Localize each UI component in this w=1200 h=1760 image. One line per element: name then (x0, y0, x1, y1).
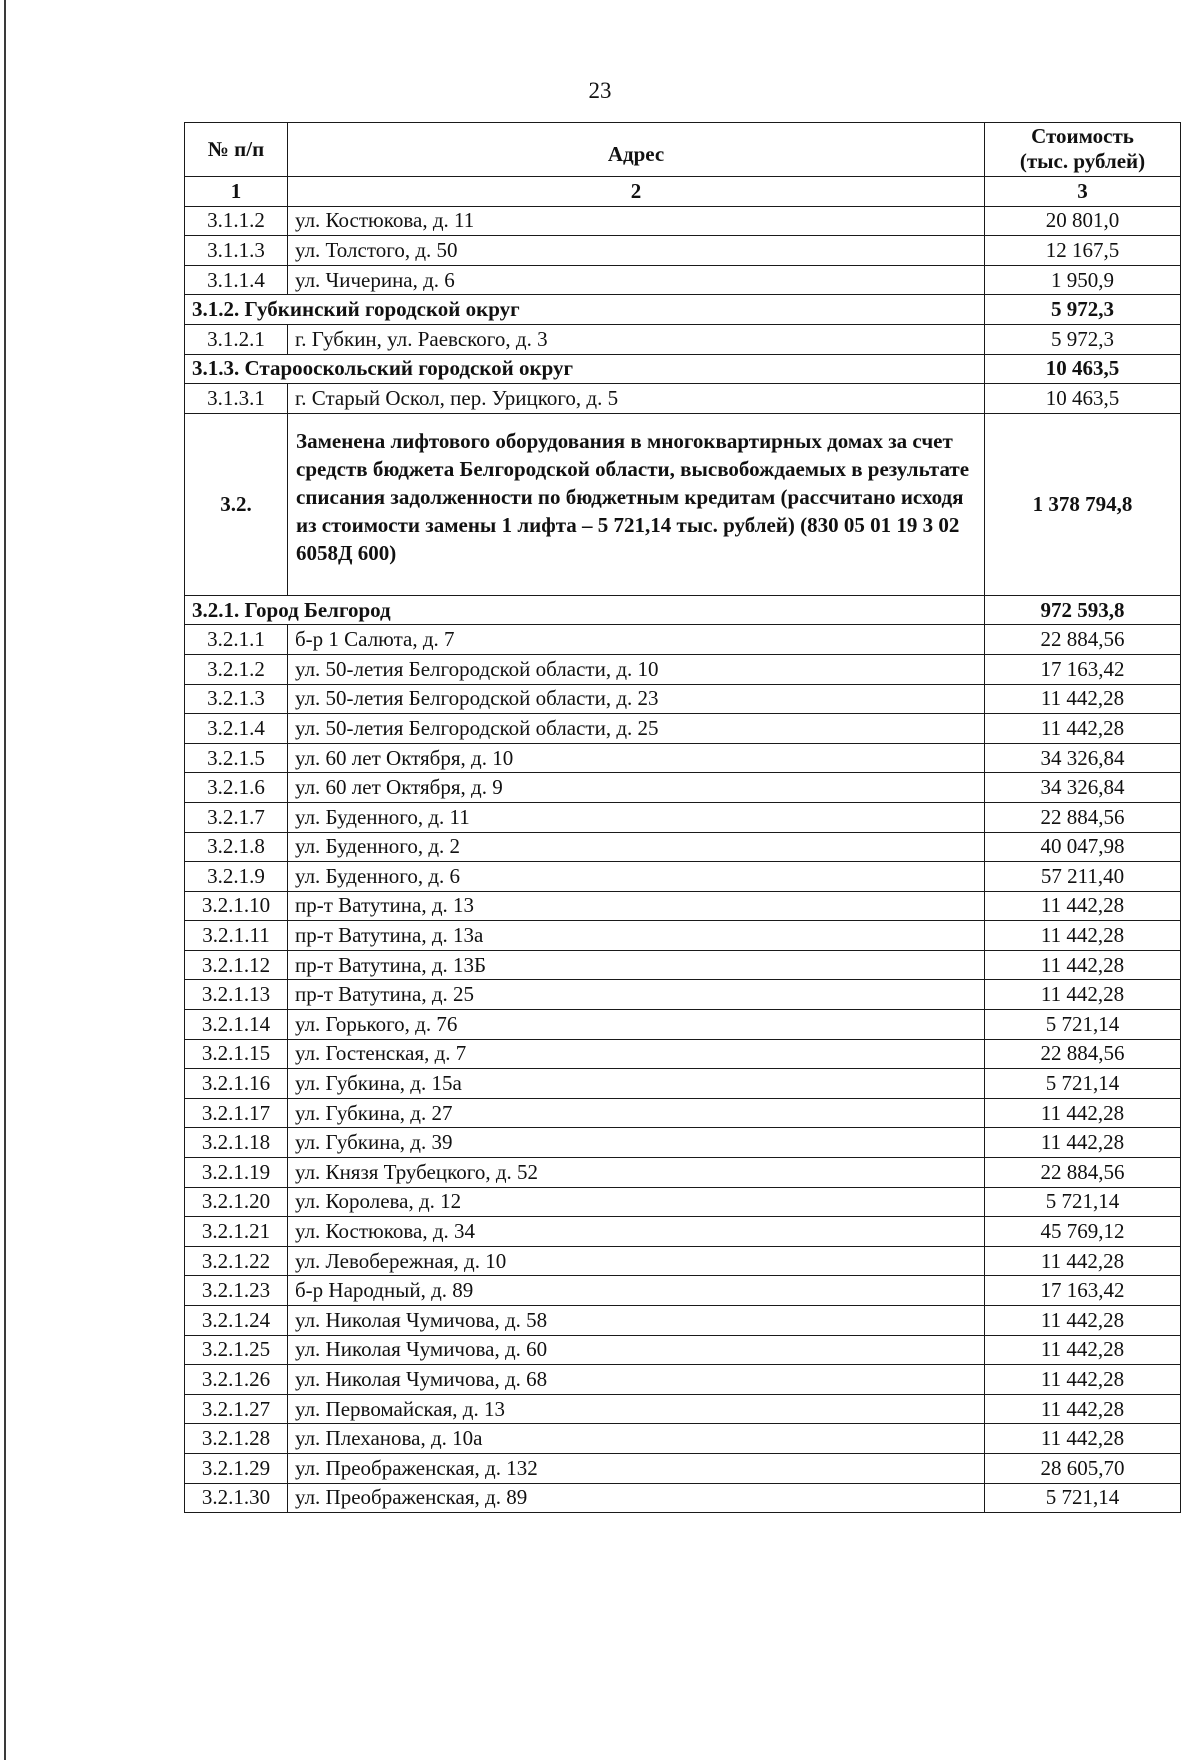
row-cost: 5 721,14 (985, 1010, 1181, 1040)
row-number: 3.2.1.24 (185, 1306, 288, 1336)
group-label: 3.2.1. Город Белгород (185, 595, 985, 625)
row-cost: 5 972,3 (985, 324, 1181, 354)
row-address: ул. Костюкова, д. 34 (288, 1217, 985, 1247)
column-number-row (185, 177, 1181, 207)
page-number: 23 (588, 78, 612, 103)
row-address: ул. Буденного, д. 6 (288, 862, 985, 892)
row-address: б-р Народный, д. 89 (288, 1276, 985, 1306)
table-row (185, 980, 1181, 1010)
row-cost: 57 211,40 (985, 862, 1181, 892)
group-label: 3.1.2. Губкинский городской округ (185, 295, 985, 325)
row-cost: 5 721,14 (985, 1069, 1181, 1099)
group-cost: 5 972,3 (985, 295, 1181, 325)
header-cost (985, 123, 1181, 177)
table-row (185, 1276, 1181, 1306)
table-row (185, 921, 1181, 951)
row-number: 3.2.1.1 (185, 625, 288, 655)
row-number: 3.1.1.4 (185, 265, 288, 295)
row-cost: 5 721,14 (985, 1483, 1181, 1513)
row-cost: 22 884,56 (985, 1158, 1181, 1188)
row-number: 3.2.1.28 (185, 1424, 288, 1454)
row-number: 3.2.1.26 (185, 1365, 288, 1395)
section-row (185, 413, 1181, 595)
row-cost: 11 442,28 (985, 1424, 1181, 1454)
row-address: ул. Толстого, д. 50 (288, 236, 985, 266)
table-body (185, 206, 1181, 1513)
row-cost: 34 326,84 (985, 773, 1181, 803)
row-address: ул. Плеханова, д. 10а (288, 1424, 985, 1454)
table-row (185, 684, 1181, 714)
table-row (185, 654, 1181, 684)
row-number: 3.1.1.2 (185, 206, 288, 236)
row-number: 3.2.1.20 (185, 1187, 288, 1217)
row-number: 3.2.1.25 (185, 1335, 288, 1365)
table-row (185, 743, 1181, 773)
row-cost: 17 163,42 (985, 1276, 1181, 1306)
row-cost: 11 442,28 (985, 1128, 1181, 1158)
row-cost: 11 442,28 (985, 1098, 1181, 1128)
row-cost: 11 442,28 (985, 980, 1181, 1010)
row-number: 3.2.1.8 (185, 832, 288, 862)
table-row (185, 384, 1181, 414)
table-row (185, 802, 1181, 832)
row-address: пр-т Ватутина, д. 13 (288, 891, 985, 921)
row-cost: 11 442,28 (985, 921, 1181, 951)
header-num: № п/п (185, 123, 288, 177)
table-row (185, 1394, 1181, 1424)
column-number: 1 (185, 177, 288, 207)
row-number: 3.2.1.27 (185, 1394, 288, 1424)
row-number: 3.2.1.18 (185, 1128, 288, 1158)
row-cost: 11 442,28 (985, 1306, 1181, 1336)
row-address: ул. Губкина, д. 39 (288, 1128, 985, 1158)
row-address: ул. 50-летия Белгородской области, д. 10 (288, 654, 985, 684)
table-row (185, 1128, 1181, 1158)
row-cost: 34 326,84 (985, 743, 1181, 773)
row-address: ул. Преображенская, д. 132 (288, 1453, 985, 1483)
row-address: ул. Губкина, д. 15а (288, 1069, 985, 1099)
row-number: 3.2.1.5 (185, 743, 288, 773)
column-number: 3 (985, 177, 1181, 207)
row-address: ул. Горького, д. 76 (288, 1010, 985, 1040)
table-row (185, 714, 1181, 744)
row-cost: 10 463,5 (985, 384, 1181, 414)
table-row (185, 1158, 1181, 1188)
table-row (185, 625, 1181, 655)
table-row (185, 1187, 1181, 1217)
row-number: 3.2.1.2 (185, 654, 288, 684)
row-address: ул. Первомайская, д. 13 (288, 1394, 985, 1424)
table-row (185, 324, 1181, 354)
row-number: 3.2.1.12 (185, 950, 288, 980)
table-row (185, 950, 1181, 980)
row-number: 3.2.1.19 (185, 1158, 288, 1188)
row-number: 3.2.1.16 (185, 1069, 288, 1099)
group-row (185, 595, 1181, 625)
row-cost: 11 442,28 (985, 1394, 1181, 1424)
row-address: ул. Николая Чумичова, д. 68 (288, 1365, 985, 1395)
table-row (185, 891, 1181, 921)
section-description: Заменена лифтового оборудования в многоквартирных домах за счет средств бюджета Белгородской области, высвобождаемых в результате списания задолженности по бюджетным кредитам (рассчитано исходя из стоимости замены 1 лифта – 5 721,14 тыс. рублей) (830 05 01 19 3 02 6058Д 600) (288, 413, 985, 595)
row-number: 3.2.1.22 (185, 1246, 288, 1276)
table-row (185, 206, 1181, 236)
header-address: Адрес (288, 123, 985, 177)
table-row (185, 1424, 1181, 1454)
table-row (185, 1306, 1181, 1336)
row-number: 3.2.1.17 (185, 1098, 288, 1128)
row-number: 3.2.1.30 (185, 1483, 288, 1513)
row-cost: 40 047,98 (985, 832, 1181, 862)
row-number: 3.2.1.14 (185, 1010, 288, 1040)
row-address: г. Старый Оскол, пер. Урицкого, д. 5 (288, 384, 985, 414)
row-cost: 17 163,42 (985, 654, 1181, 684)
row-cost: 28 605,70 (985, 1453, 1181, 1483)
row-cost: 11 442,28 (985, 1246, 1181, 1276)
row-cost: 22 884,56 (985, 625, 1181, 655)
row-address: ул. Чичерина, д. 6 (288, 265, 985, 295)
row-address: ул. 60 лет Октября, д. 10 (288, 743, 985, 773)
table-header-row (185, 123, 1181, 177)
table-row (185, 1246, 1181, 1276)
row-number: 3.2.1.15 (185, 1039, 288, 1069)
row-cost: 11 442,28 (985, 1335, 1181, 1365)
header-cost-line2: (тыс. рублей) (1019, 149, 1146, 173)
group-cost: 10 463,5 (985, 354, 1181, 384)
group-row (185, 354, 1181, 384)
table-row (185, 1335, 1181, 1365)
row-number: 3.2.1.3 (185, 684, 288, 714)
table-row (185, 773, 1181, 803)
table-row (185, 265, 1181, 295)
table-row (185, 1217, 1181, 1247)
row-number: 3.2.1.21 (185, 1217, 288, 1247)
row-address: б-р 1 Салюта, д. 7 (288, 625, 985, 655)
table-row (185, 1453, 1181, 1483)
row-address: ул. Преображенская, д. 89 (288, 1483, 985, 1513)
row-address: г. Губкин, ул. Раевского, д. 3 (288, 324, 985, 354)
row-cost: 11 442,28 (985, 714, 1181, 744)
row-address: ул. Гостенская, д. 7 (288, 1039, 985, 1069)
row-number: 3.2.1.9 (185, 862, 288, 892)
row-cost: 5 721,14 (985, 1187, 1181, 1217)
row-number: 3.2.1.10 (185, 891, 288, 921)
row-address: ул. Губкина, д. 27 (288, 1098, 985, 1128)
row-cost: 11 442,28 (985, 950, 1181, 980)
row-address: ул. Левобережная, д. 10 (288, 1246, 985, 1276)
table-row (185, 1365, 1181, 1395)
row-address: ул. 60 лет Октября, д. 9 (288, 773, 985, 803)
table-row (185, 862, 1181, 892)
section-number: 3.2. (185, 413, 288, 595)
row-cost: 11 442,28 (985, 1365, 1181, 1395)
row-cost: 11 442,28 (985, 891, 1181, 921)
table-row (185, 1039, 1181, 1069)
row-cost: 22 884,56 (985, 802, 1181, 832)
row-number: 3.1.3.1 (185, 384, 288, 414)
row-number: 3.1.2.1 (185, 324, 288, 354)
row-cost: 20 801,0 (985, 206, 1181, 236)
row-address: ул. 50-летия Белгородской области, д. 23 (288, 684, 985, 714)
section-cost: 1 378 794,8 (985, 413, 1181, 595)
row-address: пр-т Ватутина, д. 25 (288, 980, 985, 1010)
row-address: ул. Королева, д. 12 (288, 1187, 985, 1217)
column-number: 2 (288, 177, 985, 207)
table-row (185, 1069, 1181, 1099)
row-address: пр-т Ватутина, д. 13Б (288, 950, 985, 980)
row-address: ул. Князя Трубецкого, д. 52 (288, 1158, 985, 1188)
row-number: 3.2.1.7 (185, 802, 288, 832)
row-address: ул. Буденного, д. 11 (288, 802, 985, 832)
group-label: 3.1.3. Старооскольский городской округ (185, 354, 985, 384)
row-number: 3.2.1.13 (185, 980, 288, 1010)
row-cost: 22 884,56 (985, 1039, 1181, 1069)
row-number: 3.1.1.3 (185, 236, 288, 266)
row-address: ул. Николая Чумичова, д. 60 (288, 1335, 985, 1365)
row-address: ул. Буденного, д. 2 (288, 832, 985, 862)
table-row (185, 1010, 1181, 1040)
row-number: 3.2.1.4 (185, 714, 288, 744)
row-cost: 45 769,12 (985, 1217, 1181, 1247)
row-address: пр-т Ватутина, д. 13а (288, 921, 985, 951)
group-row (185, 295, 1181, 325)
row-cost: 11 442,28 (985, 684, 1181, 714)
cost-table (184, 122, 1181, 1513)
group-cost: 972 593,8 (985, 595, 1181, 625)
header-cost-line1: Стоимость (1031, 124, 1134, 148)
row-number: 3.2.1.6 (185, 773, 288, 803)
row-cost: 12 167,5 (985, 236, 1181, 266)
row-number: 3.2.1.11 (185, 921, 288, 951)
table-row (185, 1098, 1181, 1128)
row-cost: 1 950,9 (985, 265, 1181, 295)
table-row (185, 236, 1181, 266)
row-number: 3.2.1.29 (185, 1453, 288, 1483)
table-row (185, 1483, 1181, 1513)
scan-edge-line (4, 0, 6, 1760)
row-number: 3.2.1.23 (185, 1276, 288, 1306)
row-address: ул. 50-летия Белгородской области, д. 25 (288, 714, 985, 744)
row-address: ул. Николая Чумичова, д. 58 (288, 1306, 985, 1336)
row-address: ул. Костюкова, д. 11 (288, 206, 985, 236)
table-row (185, 832, 1181, 862)
